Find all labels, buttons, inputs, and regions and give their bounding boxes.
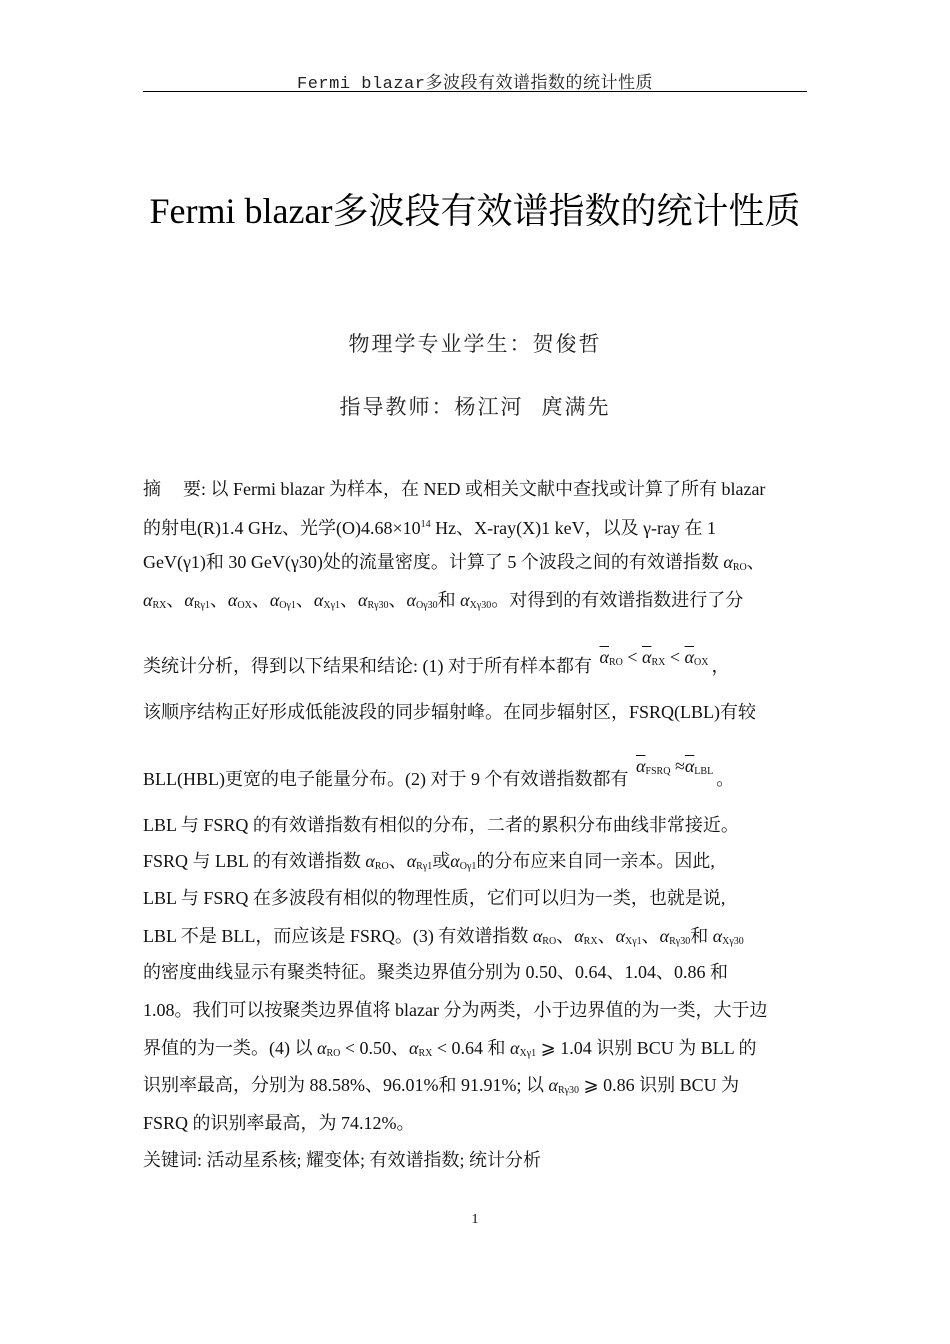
paper-title: Fermi blazar多波段有效谱指数的统计性质 [149,191,801,231]
student-name: 贺俊哲 [532,332,602,356]
abstract-line: LBL 与 FSRQ 的有效谱指数有相似的分布，二者的累积分布曲线非常接近。 [143,815,739,835]
abstract-line: 摘 要: 以 Fermi blazar 为样本，在 NED 或相关文献中查找或计算了所有 blazar [143,479,766,499]
header-rule [143,91,807,92]
abstract-line: GeV(γ1)和 30 GeV(γ30)处的流量密度。计算了 5 个波段之间的有效谱指数 $\alpha_{RO}$、 [143,552,765,573]
running-header: Fermi blazar多波段有效谱指数的统计性质 [297,75,653,94]
abstract-line: 类统计分析，得到以下结果和结论: (1) 对于所有样本都有 $\overline{\alpha}_{RO} < \overline{\alpha}_{RX} < \overline{\alpha}_{OX}$ ， [143,647,730,677]
abstract-line: 该顺序结构正好形成低能波段的同步辐射峰。在同步辐射区，FSRQ(LBL)有较 [143,702,757,722]
page-number: 1 [471,1212,479,1227]
advisor-name-2: 庹满先 [541,395,611,419]
student-line [143,328,807,358]
abstract-line: BLL(HBL)更宽的电子能量分布。(2) 对于 9 个有效谱指数都有 $\overline{\alpha}_{FSRQ} \approx\overline{\alpha}_{LBL}$ 。 [143,756,735,790]
abstract-line: FSRQ 与 LBL 的有效谱指数 $\alpha_{RO}$、$\alpha_{R\gamma 1}$或$\alpha_{O\gamma 1}$的分布应来自同一亲本。因此, [143,851,715,872]
student-label: 物理学专业学生： [348,332,533,356]
advisor-line [143,391,807,421]
abstract-line: LBL 不是 BLL，而应该是 FSRQ。(3) 有效谱指数 $\alpha_{RO}$、$\alpha_{RX}$、$\alpha_{X\gamma 1}$、$\alpha_{R\gamma 30}$和 $\alpha_{X\gamma 30}$ [143,926,744,947]
abstract-line: 的射电(R)1.4 GHz、光学$(O)4.68\times 10^{14}$ Hz、X-ray(X)1 keV，以及 γ-ray 在 1 [143,518,716,538]
abstract-line: 的密度曲线显示有聚类特征。聚类边界值分别为 0.50、0.64、1.04、0.86 和 [143,962,728,982]
abstract-label: 摘 要: [143,479,207,499]
inequality-formula: $\overline{\alpha}_{RO} < \overline{\alpha}_{RX} < \overline{\alpha}_{OX}$ [599,647,709,668]
approx-formula: $\overline{\alpha}_{FSRQ} \approx\overline{\alpha}_{LBL}$ [635,756,714,777]
abstract-line: 1.08。我们可以按聚类边界值将 blazar 分为两类，小于边界值的为一类，大于边 [143,1000,768,1020]
abstract-line: $\alpha_{RX}$、$\alpha_{R\gamma 1}$、$\alpha_{OX}$、$\alpha_{O\gamma 1}$、$\alpha_{X\gamma 1}$、$\alpha_{R\gamma 30}$、$\alpha_{O\gamma 30}$和 $\alpha_{X\gamma 30}$。对得到的有效谱指数进行了分 [143,590,744,611]
keywords-line: 关键词: 活动星系核; 耀变体; 有效谱指数; 统计分析 [143,1150,542,1170]
abstract-line: LBL 与 FSRQ 在多波段有相似的物理性质，它们可以归为一类，也就是说, [143,888,726,908]
advisor-label: 指导教师： [339,395,455,419]
abstract-line: 识别率最高，分别为 88.58%、96.01%和 91.91%; 以 $\alpha_{R\gamma 30}$ ⩾ 0.86 识别 BCU 为 [143,1075,740,1096]
abstract-line: 界值的为一类。(4) 以 $\alpha_{RO} < 0.50$、$\alpha_{RX} < 0.64$ 和 $\alpha_{X\gamma 1}$ ⩾ 1.04 识别 BCU 为 BLL 的 [143,1038,757,1059]
abstract-line: FSRQ 的识别率最高，为 74.12%。 [143,1113,415,1133]
advisor-name-1: 杨江河 [454,395,524,419]
